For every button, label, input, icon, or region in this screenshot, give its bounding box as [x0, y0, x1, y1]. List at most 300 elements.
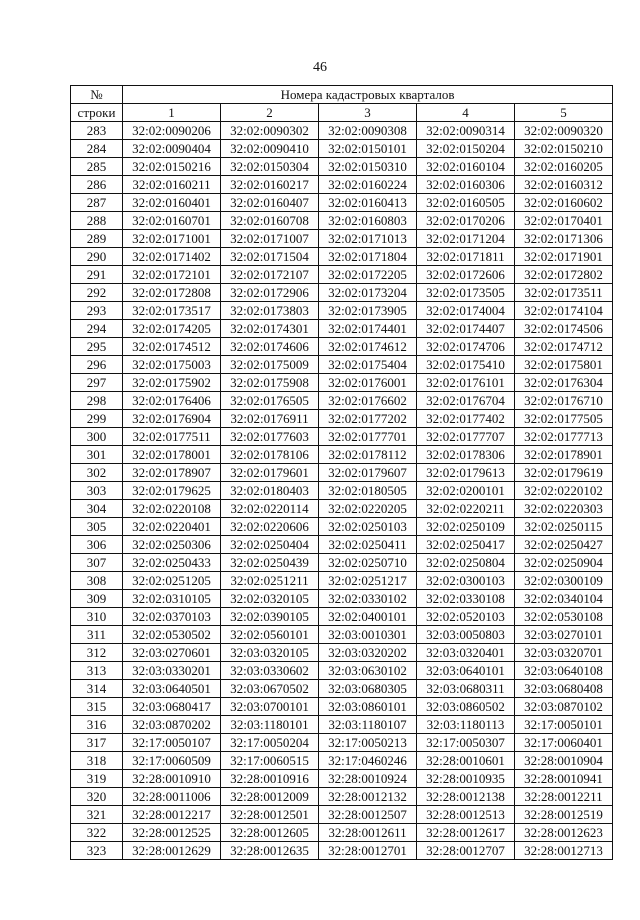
row-number-cell: 296	[71, 356, 123, 374]
column-number-2: 2	[221, 104, 319, 122]
cadastral-number-cell: 32:28:0012629	[123, 842, 221, 860]
cadastral-number-cell: 32:02:0177505	[515, 410, 613, 428]
cadastral-number-cell: 32:02:0400101	[319, 608, 417, 626]
column-number-1: 1	[123, 104, 221, 122]
row-number-cell: 291	[71, 266, 123, 284]
cadastral-number-cell: 32:02:0179601	[221, 464, 319, 482]
cadastral-number-cell: 32:02:0174407	[417, 320, 515, 338]
cadastral-number-cell: 32:28:0012707	[417, 842, 515, 860]
cadastral-number-cell: 32:03:0680417	[123, 698, 221, 716]
cadastral-number-cell: 32:02:0150216	[123, 158, 221, 176]
cadastral-number-cell: 32:02:0179607	[319, 464, 417, 482]
cadastral-number-cell: 32:03:0320202	[319, 644, 417, 662]
cadastral-number-cell: 32:02:0300109	[515, 572, 613, 590]
cadastral-number-cell: 32:02:0560101	[221, 626, 319, 644]
cadastral-number-cell: 32:02:0220205	[319, 500, 417, 518]
row-number-cell: 320	[71, 788, 123, 806]
row-number-cell: 287	[71, 194, 123, 212]
column-number-3: 3	[319, 104, 417, 122]
cadastral-number-cell: 32:17:0050107	[123, 734, 221, 752]
cadastral-number-cell: 32:03:0860502	[417, 698, 515, 716]
row-number-cell: 302	[71, 464, 123, 482]
cadastral-number-cell: 32:03:0680305	[319, 680, 417, 698]
cadastral-number-cell: 32:02:0172205	[319, 266, 417, 284]
cadastral-number-cell: 32:02:0175003	[123, 356, 221, 374]
row-number-cell: 298	[71, 392, 123, 410]
row-number-cell: 303	[71, 482, 123, 500]
cadastral-number-cell: 32:02:0178306	[417, 446, 515, 464]
cadastral-number-cell: 32:02:0171811	[417, 248, 515, 266]
cadastral-number-cell: 32:03:0870202	[123, 716, 221, 734]
table-row	[71, 464, 613, 482]
cadastral-number-cell: 32:03:0640501	[123, 680, 221, 698]
cadastral-number-cell: 32:03:1180107	[319, 716, 417, 734]
table-row	[71, 716, 613, 734]
cadastral-number-cell: 32:28:0012623	[515, 824, 613, 842]
table-row	[71, 500, 613, 518]
cadastral-number-cell: 32:28:0012701	[319, 842, 417, 860]
cadastral-number-cell: 32:03:0270101	[515, 626, 613, 644]
cadastral-number-cell: 32:28:0010904	[515, 752, 613, 770]
row-number-cell: 313	[71, 662, 123, 680]
cadastral-number-cell: 32:02:0176710	[515, 392, 613, 410]
cadastral-number-cell: 32:02:0171901	[515, 248, 613, 266]
cadastral-number-cell: 32:02:0171306	[515, 230, 613, 248]
table-row	[71, 374, 613, 392]
cadastral-number-cell: 32:02:0251217	[319, 572, 417, 590]
cadastral-number-cell: 32:02:0175801	[515, 356, 613, 374]
cadastral-number-cell: 32:17:0460246	[319, 752, 417, 770]
cadastral-number-cell: 32:02:0175404	[319, 356, 417, 374]
table-row	[71, 392, 613, 410]
row-number-cell: 308	[71, 572, 123, 590]
cadastral-number-cell: 32:02:0250710	[319, 554, 417, 572]
cadastral-number-cell: 32:02:0173511	[515, 284, 613, 302]
table-row	[71, 518, 613, 536]
cadastral-number-cell: 32:28:0012217	[123, 806, 221, 824]
row-number-cell: 304	[71, 500, 123, 518]
table-row	[71, 140, 613, 158]
cadastral-number-cell: 32:02:0090410	[221, 140, 319, 158]
cadastral-number-cell: 32:02:0160104	[417, 158, 515, 176]
row-number-cell: 301	[71, 446, 123, 464]
table-row	[71, 554, 613, 572]
cadastral-number-cell: 32:02:0250417	[417, 536, 515, 554]
row-number-cell: 319	[71, 770, 123, 788]
cadastral-number-cell: 32:03:0320701	[515, 644, 613, 662]
row-number-cell: 312	[71, 644, 123, 662]
table-row	[71, 572, 613, 590]
cadastral-number-cell: 32:17:0050307	[417, 734, 515, 752]
cadastral-number-cell: 32:02:0250306	[123, 536, 221, 554]
cadastral-number-cell: 32:02:0171013	[319, 230, 417, 248]
row-number-cell: 300	[71, 428, 123, 446]
row-number-cell: 315	[71, 698, 123, 716]
table-row	[71, 482, 613, 500]
cadastral-number-cell: 32:02:0160413	[319, 194, 417, 212]
cadastral-number-cell: 32:02:0150101	[319, 140, 417, 158]
cadastral-number-cell: 32:02:0250103	[319, 518, 417, 536]
cadastral-number-cell: 32:02:0160312	[515, 176, 613, 194]
table-row	[71, 536, 613, 554]
cadastral-number-cell: 32:02:0250433	[123, 554, 221, 572]
table-row	[71, 680, 613, 698]
cadastral-number-cell: 32:02:0160602	[515, 194, 613, 212]
cadastral-number-cell: 32:02:0171007	[221, 230, 319, 248]
table-row	[71, 338, 613, 356]
cadastral-number-cell: 32:28:0012138	[417, 788, 515, 806]
cadastral-number-cell: 32:02:0220211	[417, 500, 515, 518]
table-row	[71, 284, 613, 302]
cadastral-number-cell: 32:02:0171204	[417, 230, 515, 248]
cadastral-number-cell: 32:02:0250411	[319, 536, 417, 554]
table-row	[71, 734, 613, 752]
cadastral-number-cell: 32:02:0173505	[417, 284, 515, 302]
cadastral-number-cell: 32:02:0174706	[417, 338, 515, 356]
cadastral-number-cell: 32:28:0012519	[515, 806, 613, 824]
cadastral-number-cell: 32:28:0010910	[123, 770, 221, 788]
row-number-cell: 295	[71, 338, 123, 356]
cadastral-number-cell: 32:02:0176505	[221, 392, 319, 410]
cadastral-number-cell: 32:28:0012009	[221, 788, 319, 806]
cadastral-number-cell: 32:17:0050213	[319, 734, 417, 752]
cadastral-number-cell: 32:02:0200101	[417, 482, 515, 500]
cadastral-number-cell: 32:03:0680311	[417, 680, 515, 698]
cadastral-number-cell: 32:02:0150210	[515, 140, 613, 158]
cadastral-number-cell: 32:02:0250404	[221, 536, 319, 554]
cadastral-number-cell: 32:02:0174104	[515, 302, 613, 320]
cadastral-number-cell: 32:02:0170206	[417, 212, 515, 230]
cadastral-number-cell: 32:02:0177603	[221, 428, 319, 446]
cadastral-number-cell: 32:02:0175009	[221, 356, 319, 374]
cadastral-number-cell: 32:02:0520103	[417, 608, 515, 626]
cadastral-number-cell: 32:02:0250109	[417, 518, 515, 536]
table-row	[71, 662, 613, 680]
cadastral-number-cell: 32:02:0171804	[319, 248, 417, 266]
cadastral-number-cell: 32:02:0172606	[417, 266, 515, 284]
cadastral-blocks-table	[70, 85, 613, 860]
cadastral-number-cell: 32:28:0010924	[319, 770, 417, 788]
cadastral-number-cell: 32:28:0011006	[123, 788, 221, 806]
table-row	[71, 230, 613, 248]
cadastral-number-cell: 32:02:0175908	[221, 374, 319, 392]
cadastral-number-cell: 32:17:0060515	[221, 752, 319, 770]
cadastral-number-cell: 32:02:0160505	[417, 194, 515, 212]
cadastral-number-cell: 32:02:0220114	[221, 500, 319, 518]
cadastral-number-cell: 32:02:0220102	[515, 482, 613, 500]
table-row	[71, 356, 613, 374]
cadastral-number-cell: 32:02:0251211	[221, 572, 319, 590]
cadastral-number-cell: 32:02:0160217	[221, 176, 319, 194]
cadastral-number-cell: 32:02:0150310	[319, 158, 417, 176]
cadastral-number-cell: 32:03:0320401	[417, 644, 515, 662]
cadastral-number-cell: 32:02:0176304	[515, 374, 613, 392]
row-number-cell: 306	[71, 536, 123, 554]
cadastral-number-cell: 32:28:0012605	[221, 824, 319, 842]
cadastral-number-cell: 32:02:0175410	[417, 356, 515, 374]
cadastral-number-cell: 32:02:0176101	[417, 374, 515, 392]
table-body	[71, 122, 613, 860]
cadastral-number-cell: 32:02:0160211	[123, 176, 221, 194]
row-number-header-label: строки	[71, 104, 123, 122]
cadastral-number-cell: 32:02:0178112	[319, 446, 417, 464]
cadastral-number-cell: 32:02:0220108	[123, 500, 221, 518]
row-number-cell: 318	[71, 752, 123, 770]
row-number-cell: 286	[71, 176, 123, 194]
row-number-cell: 288	[71, 212, 123, 230]
cadastral-number-cell: 32:28:0012132	[319, 788, 417, 806]
cadastral-number-cell: 32:02:0174401	[319, 320, 417, 338]
cadastral-number-cell: 32:02:0250115	[515, 518, 613, 536]
cadastral-number-cell: 32:02:0173905	[319, 302, 417, 320]
table-row	[71, 626, 613, 644]
table-row	[71, 590, 613, 608]
cadastral-number-cell: 32:02:0174512	[123, 338, 221, 356]
cadastral-number-cell: 32:02:0090404	[123, 140, 221, 158]
cadastral-number-cell: 32:03:0670502	[221, 680, 319, 698]
table-row	[71, 824, 613, 842]
cadastral-number-cell: 32:03:0700101	[221, 698, 319, 716]
cadastral-number-cell: 32:28:0012635	[221, 842, 319, 860]
cadastral-number-cell: 32:02:0179619	[515, 464, 613, 482]
cadastral-number-cell: 32:02:0090320	[515, 122, 613, 140]
cadastral-number-cell: 32:02:0250439	[221, 554, 319, 572]
cadastral-number-cell: 32:02:0390105	[221, 608, 319, 626]
cadastral-number-cell: 32:02:0174612	[319, 338, 417, 356]
cadastral-number-cell: 32:03:0680408	[515, 680, 613, 698]
cadastral-number-cell: 32:28:0012525	[123, 824, 221, 842]
cadastral-number-cell: 32:02:0370103	[123, 608, 221, 626]
cadastral-number-cell: 32:02:0174606	[221, 338, 319, 356]
cadastral-number-cell: 32:02:0174712	[515, 338, 613, 356]
cadastral-number-cell: 32:28:0012211	[515, 788, 613, 806]
cadastral-number-cell: 32:28:0012713	[515, 842, 613, 860]
column-number-5: 5	[515, 104, 613, 122]
cadastral-number-cell: 32:02:0330102	[319, 590, 417, 608]
cadastral-number-cell: 32:03:0010301	[319, 626, 417, 644]
cadastral-blocks-group-header: Номера кадастровых кварталов	[123, 86, 613, 104]
cadastral-number-cell: 32:02:0180403	[221, 482, 319, 500]
table-header	[71, 86, 613, 122]
table-row	[71, 248, 613, 266]
cadastral-number-cell: 32:02:0090302	[221, 122, 319, 140]
cadastral-number-cell: 32:02:0320105	[221, 590, 319, 608]
table-row	[71, 446, 613, 464]
cadastral-number-cell: 32:28:0012611	[319, 824, 417, 842]
cadastral-number-cell: 32:02:0180505	[319, 482, 417, 500]
cadastral-number-cell: 32:17:0060401	[515, 734, 613, 752]
cadastral-number-cell: 32:02:0178001	[123, 446, 221, 464]
cadastral-number-cell: 32:02:0170401	[515, 212, 613, 230]
row-number-cell: 307	[71, 554, 123, 572]
row-number-cell: 305	[71, 518, 123, 536]
cadastral-number-cell: 32:02:0178106	[221, 446, 319, 464]
cadastral-number-cell: 32:02:0160401	[123, 194, 221, 212]
table-row	[71, 752, 613, 770]
cadastral-number-cell: 32:02:0179613	[417, 464, 515, 482]
cadastral-number-cell: 32:02:0176406	[123, 392, 221, 410]
table-row	[71, 698, 613, 716]
table-row	[71, 806, 613, 824]
table-row	[71, 428, 613, 446]
cadastral-number-cell: 32:02:0171402	[123, 248, 221, 266]
cadastral-number-cell: 32:02:0177701	[319, 428, 417, 446]
cadastral-number-cell: 32:02:0173803	[221, 302, 319, 320]
cadastral-number-cell: 32:28:0010916	[221, 770, 319, 788]
row-number-cell: 290	[71, 248, 123, 266]
cadastral-number-cell: 32:02:0176001	[319, 374, 417, 392]
cadastral-number-cell: 32:02:0175902	[123, 374, 221, 392]
cadastral-number-cell: 32:02:0160701	[123, 212, 221, 230]
cadastral-number-cell: 32:02:0171504	[221, 248, 319, 266]
cadastral-number-cell: 32:03:0330201	[123, 662, 221, 680]
cadastral-number-cell: 32:02:0160205	[515, 158, 613, 176]
cadastral-number-cell: 32:17:0050101	[515, 716, 613, 734]
cadastral-number-cell: 32:02:0176602	[319, 392, 417, 410]
cadastral-number-cell: 32:02:0171001	[123, 230, 221, 248]
cadastral-number-cell: 32:02:0176904	[123, 410, 221, 428]
cadastral-number-cell: 32:03:0270601	[123, 644, 221, 662]
cadastral-number-cell: 32:02:0173204	[319, 284, 417, 302]
row-number-cell: 311	[71, 626, 123, 644]
cadastral-number-cell: 32:02:0178901	[515, 446, 613, 464]
cadastral-number-cell: 32:03:1180101	[221, 716, 319, 734]
cadastral-number-cell: 32:02:0176704	[417, 392, 515, 410]
cadastral-number-cell: 32:28:0010941	[515, 770, 613, 788]
header-row-bottom	[71, 104, 613, 122]
table-row	[71, 158, 613, 176]
row-number-cell: 284	[71, 140, 123, 158]
row-number-cell: 293	[71, 302, 123, 320]
cadastral-number-cell: 32:03:0640108	[515, 662, 613, 680]
table-row	[71, 770, 613, 788]
cadastral-number-cell: 32:02:0177202	[319, 410, 417, 428]
cadastral-number-cell: 32:02:0172906	[221, 284, 319, 302]
table-row	[71, 176, 613, 194]
cadastral-number-cell: 32:02:0310105	[123, 590, 221, 608]
cadastral-number-cell: 32:02:0160407	[221, 194, 319, 212]
cadastral-number-cell: 32:02:0172802	[515, 266, 613, 284]
cadastral-number-cell: 32:02:0220401	[123, 518, 221, 536]
row-number-cell: 310	[71, 608, 123, 626]
table-row	[71, 212, 613, 230]
cadastral-number-cell: 32:02:0251205	[123, 572, 221, 590]
cadastral-number-cell: 32:28:0010601	[417, 752, 515, 770]
table-row	[71, 266, 613, 284]
cadastral-number-cell: 32:02:0530502	[123, 626, 221, 644]
cadastral-number-cell: 32:02:0174004	[417, 302, 515, 320]
table-row	[71, 194, 613, 212]
cadastral-number-cell: 32:02:0172101	[123, 266, 221, 284]
cadastral-number-cell: 32:02:0174205	[123, 320, 221, 338]
row-number-cell: 317	[71, 734, 123, 752]
row-number-cell: 316	[71, 716, 123, 734]
table-row	[71, 608, 613, 626]
cadastral-number-cell: 32:02:0220606	[221, 518, 319, 536]
row-number-cell: 322	[71, 824, 123, 842]
cadastral-number-cell: 32:28:0012507	[319, 806, 417, 824]
cadastral-number-cell: 32:02:0300103	[417, 572, 515, 590]
cadastral-number-cell: 32:02:0160708	[221, 212, 319, 230]
row-number-cell: 299	[71, 410, 123, 428]
cadastral-number-cell: 32:28:0012501	[221, 806, 319, 824]
cadastral-number-cell: 32:02:0220303	[515, 500, 613, 518]
row-number-cell: 285	[71, 158, 123, 176]
row-number-cell: 321	[71, 806, 123, 824]
cadastral-number-cell: 32:03:0640101	[417, 662, 515, 680]
cadastral-number-cell: 32:17:0060509	[123, 752, 221, 770]
cadastral-number-cell: 32:28:0010935	[417, 770, 515, 788]
header-row-top	[71, 86, 613, 104]
cadastral-number-cell: 32:02:0174506	[515, 320, 613, 338]
page-number: 46	[313, 60, 327, 75]
cadastral-number-cell: 32:02:0172107	[221, 266, 319, 284]
cadastral-number-cell: 32:02:0160803	[319, 212, 417, 230]
row-number-cell: 297	[71, 374, 123, 392]
cadastral-number-cell: 32:02:0340104	[515, 590, 613, 608]
table-row	[71, 320, 613, 338]
cadastral-number-cell: 32:03:1180113	[417, 716, 515, 734]
row-number-header-symbol: №	[71, 86, 123, 104]
cadastral-number-cell: 32:03:0050803	[417, 626, 515, 644]
cadastral-number-cell: 32:02:0174301	[221, 320, 319, 338]
cadastral-number-cell: 32:17:0050204	[221, 734, 319, 752]
cadastral-number-cell: 32:02:0178907	[123, 464, 221, 482]
cadastral-number-cell: 32:02:0330108	[417, 590, 515, 608]
cadastral-number-cell: 32:28:0012513	[417, 806, 515, 824]
cadastral-number-cell: 32:02:0177707	[417, 428, 515, 446]
table-row	[71, 644, 613, 662]
cadastral-number-cell: 32:02:0250427	[515, 536, 613, 554]
cadastral-number-cell: 32:02:0177511	[123, 428, 221, 446]
cadastral-number-cell: 32:02:0179625	[123, 482, 221, 500]
row-number-cell: 289	[71, 230, 123, 248]
row-number-cell: 283	[71, 122, 123, 140]
cadastral-number-cell: 32:02:0090314	[417, 122, 515, 140]
cadastral-number-cell: 32:02:0176911	[221, 410, 319, 428]
table-row	[71, 788, 613, 806]
cadastral-number-cell: 32:02:0160224	[319, 176, 417, 194]
cadastral-number-cell: 32:28:0012617	[417, 824, 515, 842]
cadastral-number-cell: 32:03:0330602	[221, 662, 319, 680]
row-number-cell: 292	[71, 284, 123, 302]
cadastral-number-cell: 32:02:0090308	[319, 122, 417, 140]
row-number-cell: 294	[71, 320, 123, 338]
table-row	[71, 410, 613, 428]
table-row	[71, 302, 613, 320]
cadastral-number-cell: 32:03:0320105	[221, 644, 319, 662]
cadastral-number-cell: 32:02:0172808	[123, 284, 221, 302]
table-row	[71, 122, 613, 140]
cadastral-number-cell: 32:02:0160306	[417, 176, 515, 194]
cadastral-number-cell: 32:02:0177402	[417, 410, 515, 428]
cadastral-number-cell: 32:02:0150204	[417, 140, 515, 158]
row-number-cell: 323	[71, 842, 123, 860]
cadastral-number-cell: 32:02:0177713	[515, 428, 613, 446]
cadastral-number-cell: 32:02:0150304	[221, 158, 319, 176]
cadastral-number-cell: 32:02:0250904	[515, 554, 613, 572]
cadastral-number-cell: 32:03:0860101	[319, 698, 417, 716]
cadastral-number-cell: 32:03:0630102	[319, 662, 417, 680]
cadastral-number-cell: 32:02:0250804	[417, 554, 515, 572]
table-row	[71, 842, 613, 860]
row-number-cell: 309	[71, 590, 123, 608]
cadastral-number-cell: 32:02:0530108	[515, 608, 613, 626]
cadastral-number-cell: 32:03:0870102	[515, 698, 613, 716]
cadastral-number-cell: 32:02:0173517	[123, 302, 221, 320]
cadastral-number-cell: 32:02:0090206	[123, 122, 221, 140]
column-number-4: 4	[417, 104, 515, 122]
